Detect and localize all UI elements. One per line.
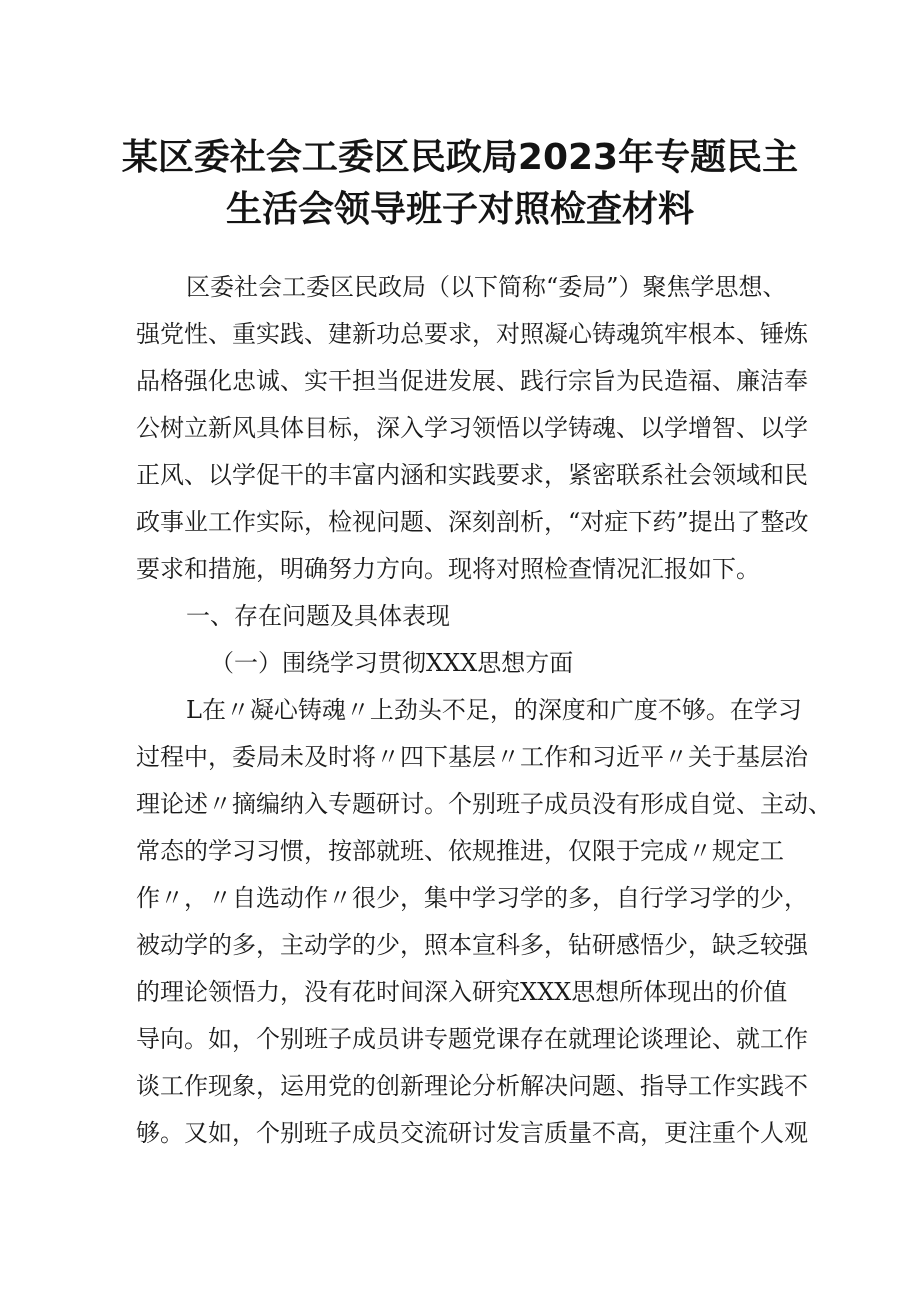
section-heading: 一、存在问题及具体表现 (186, 602, 450, 630)
intro-paragraph (136, 264, 809, 593)
paragraph-line: 区委社会工委区民政局（以下简称“委局”）聚焦学思想、 (186, 273, 787, 301)
paragraph-line: 品格强化忠诚、实干担当促进发展、践行宗旨为民造福、廉洁奉 (136, 367, 808, 395)
document-title-line-2: 生活会领导班子对照检查材料 (225, 189, 694, 230)
paragraph-line: L在〃凝心铸魂〃上劲头不足，的深度和广度不够。在学习 (186, 696, 802, 724)
paragraph-line: 被动学的多，主动学的少，照本宣科多，钻研感悟少，缺乏较强 (136, 931, 808, 959)
paragraph-line: 导向。如，个别班子成员讲专题党课存在就理论谈理论、就工作 (136, 1025, 808, 1053)
paragraph-line: 够。又如，个别班子成员交流研讨发言质量不高，更注重个人观 (136, 1119, 808, 1147)
paragraph-line: 常态的学习习惯，按部就班、依规推进，仅限于完成〃规定工 (136, 837, 784, 865)
document-title-line-1: 某区委社会工委区民政局2023年专题民主 (121, 137, 799, 178)
paragraph-line: 公树立新风具体目标，深入学习领悟以学铸魂、以学增智、以学 (136, 414, 808, 442)
paragraph-line: 谈工作现象，运用党的创新理论分析解决问题、指导工作实践不 (136, 1072, 808, 1100)
item-paragraph (136, 687, 832, 1157)
paragraph-line: 政事业工作实际，检视问题、深刻剖析，“对症下药”提出了整改 (136, 508, 809, 536)
paragraph-line: 强党性、重实践、建新功总要求，对照凝心铸魂筑牢根本、锤炼 (136, 320, 808, 348)
paragraph-line: 理论述〃摘编纳入专题研讨。个别班子成员没有形成自觉、主动、 (136, 790, 832, 818)
paragraph-line: 的理论领悟力，没有花时间深入研究XXX思想所体现出的价值 (136, 978, 788, 1006)
paragraph-line: 要求和措施，明确努力方向。现将对照检查情况汇报如下。 (136, 555, 760, 583)
subsection-heading: （一）围绕学习贯彻XXX思想方面 (210, 649, 574, 677)
paragraph-line: 作〃，〃自选动作〃很少，集中学习学的多，自行学习学的少， (136, 884, 808, 912)
paragraph-line: 正风、以学促干的丰富内涵和实践要求，紧密联系社会领域和民 (136, 461, 808, 489)
document-body (136, 264, 832, 1157)
paragraph-line: 过程中，委局未及时将〃四下基层〃工作和习近平〃关于基层治 (136, 743, 808, 771)
